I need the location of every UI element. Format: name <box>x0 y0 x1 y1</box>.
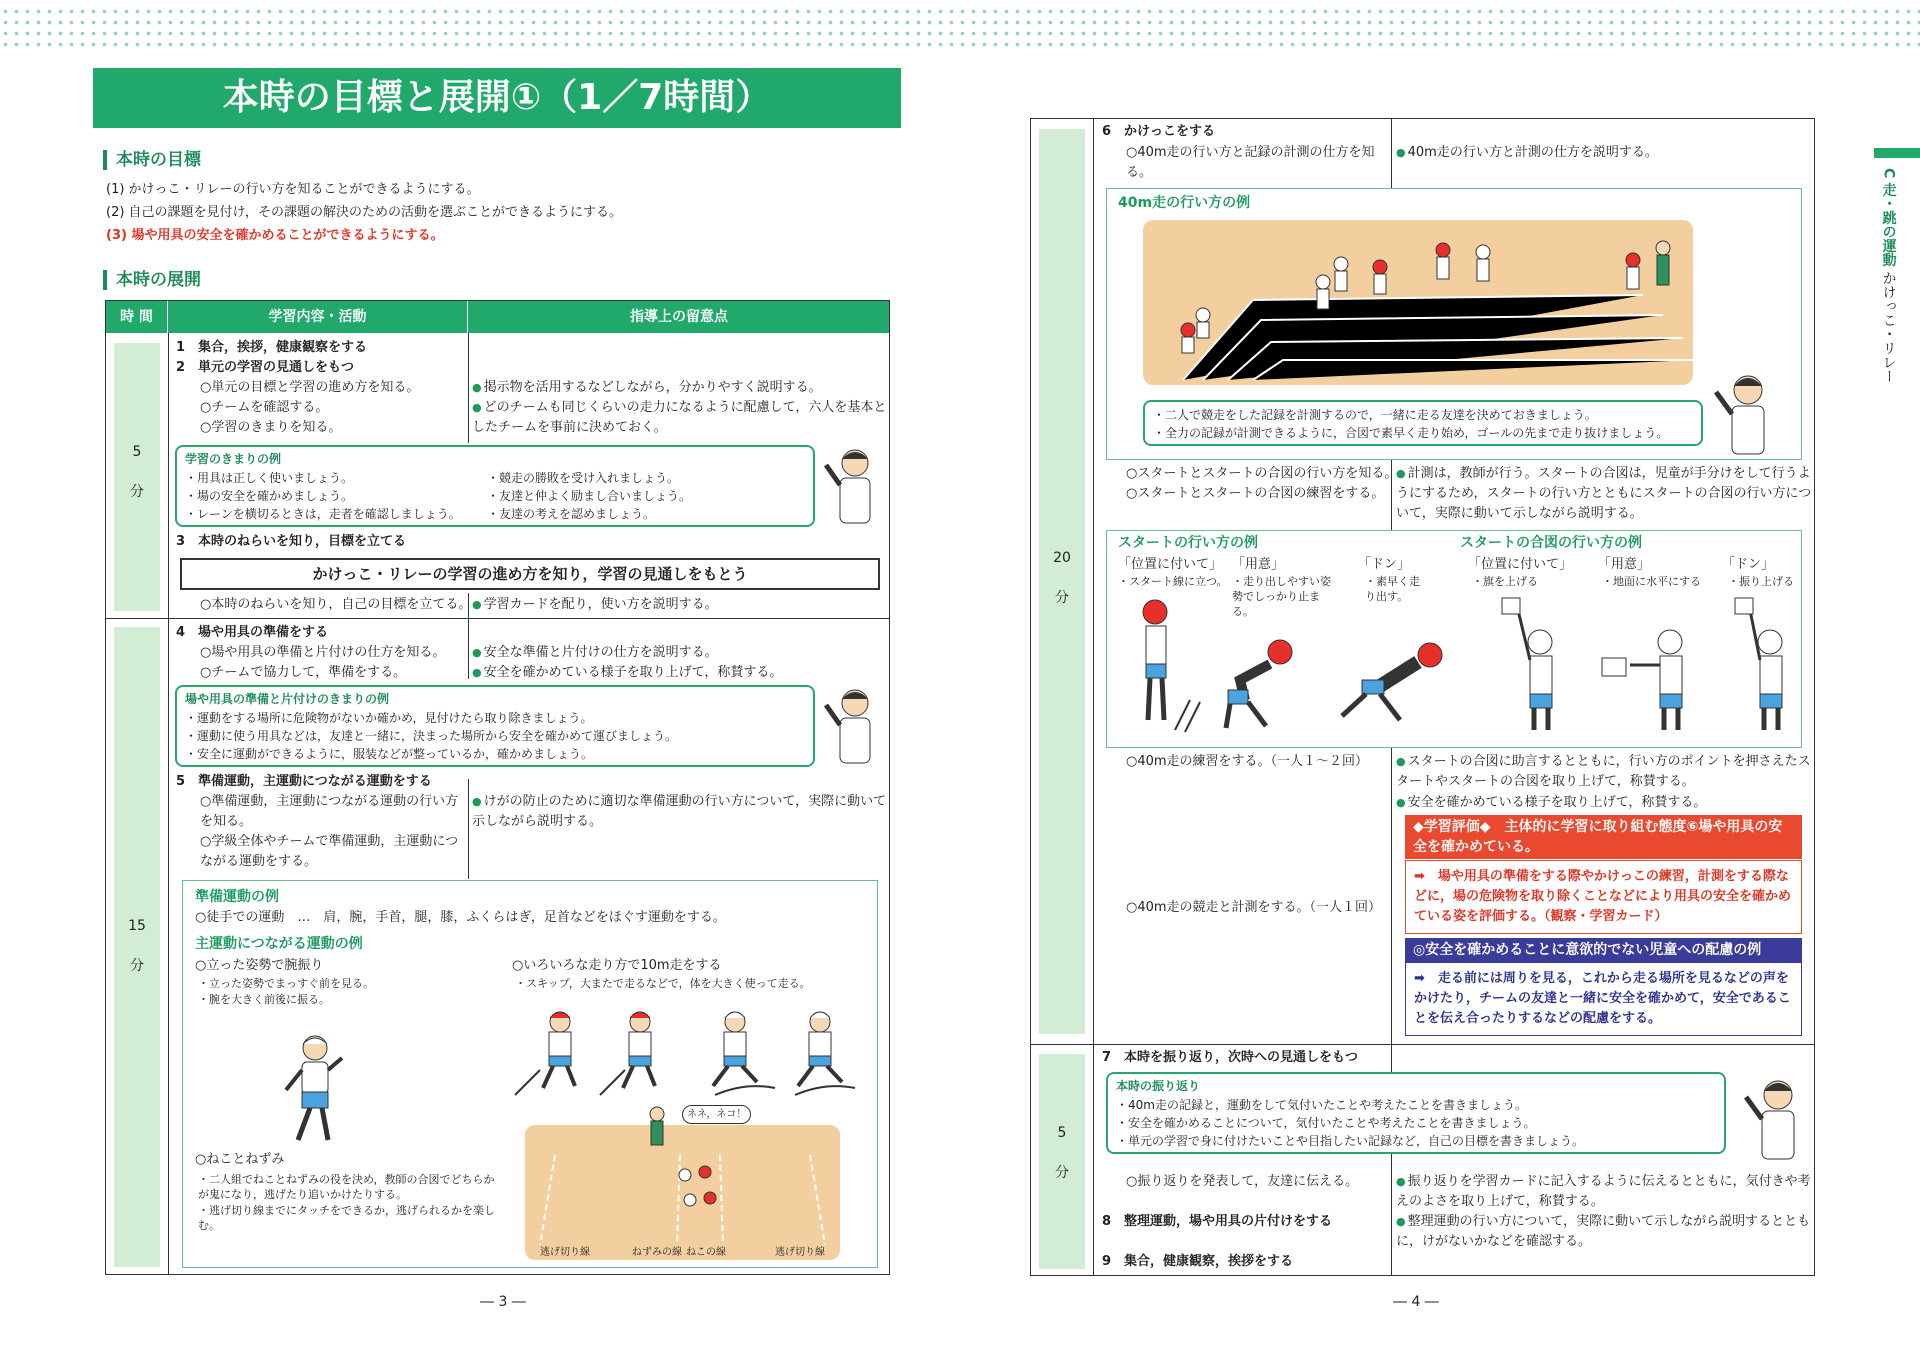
note-r6: ● 整理運動の行い方について，実際に動いて示しながら説明するとともに，けがないかなどを確認する。 <box>1396 1212 1812 1252</box>
side-label-topic: かけっこ・リレー <box>1880 271 1897 384</box>
signal-cmd-2: 「用意」 <box>1598 557 1651 572</box>
page-number-right: ― 4 ― <box>1393 1294 1439 1310</box>
prep-rule-3: ・安全に運動ができるように，服装などが整っているか，確かめましょう。 <box>185 747 594 761</box>
line-label-3: ねこの線 <box>686 1247 726 1258</box>
exercise-1: ○立った姿勢で腕振り <box>195 958 324 973</box>
exercise-3: ○ねことねずみ <box>195 1152 285 1167</box>
evaluation-text: ➡ 場や用具の準備をする際やかけっこの練習，計測をする際などに，場の危険物を取り除くことなどにより用具の安全を確かめている姿を評価する。（観察・学習カード） <box>1405 860 1802 934</box>
header-content: 学習内容・活動 <box>168 301 468 333</box>
start-figures <box>1130 590 1790 740</box>
exercise-2a: ・スキップ，大またで走るなどで，体を大きく使って走る。 <box>515 977 811 990</box>
rules-box <box>175 445 815 527</box>
rule-1: ・用具は正しく使いましょう。 <box>185 471 354 485</box>
step-7a: ○振り返りを発表して，友達に伝える。 <box>1126 1174 1359 1189</box>
note-4: ● 安全な準備と片付けの仕方を説明する。 <box>472 643 888 663</box>
rule-5: ・友達と仲よく励まし合いましょう。 <box>487 489 692 503</box>
teacher-figure-1 <box>820 445 880 530</box>
step-6b: ○スタートとスタートの合図の行い方を知る。 <box>1126 466 1398 481</box>
exercise-3b: ・逃げ切り線までにタッチをできるか，逃げられるかを楽しむ。 <box>198 1204 495 1232</box>
reflection-3: ・単元の学習で身に付けたいことや目指したい記録など，自己の目標を書きましょう。 <box>1116 1134 1585 1148</box>
prep-rule-1: ・運動をする場所に危険物がないか確かめ，見付けたら取り除きましょう。 <box>185 711 593 725</box>
step-5b: ○学級全体やチームで準備運動，主運動につながる運動をする。 <box>200 834 459 869</box>
teacher-figure-2 <box>820 685 880 770</box>
exercise-1a: ・立った姿勢でまっすぐ前を見る。 <box>198 977 374 990</box>
rule-2: ・場の安全を確かめましょう。 <box>185 489 354 503</box>
note-r2: ● 計測は，教師が行う。スタートの合図は，児童が手分けをして行うようにするため，スタートの行い方とともにスタートの合図の行い方について，実際に動いて示しながら説明する。 <box>1396 464 1812 524</box>
side-label <box>1878 168 1898 383</box>
note-2: ● どのチームも同じくらいの走力になるように配慮して，六人を基本としたチームを事前に決めておく。 <box>472 398 888 438</box>
start-signal-heading: スタートの合図の行い方の例 <box>1460 535 1642 551</box>
time-cell-1: 5 分 <box>114 343 160 611</box>
start-cmd-3: 「ドン」 <box>1358 557 1411 572</box>
signal-desc-2: ・地面に水平にする <box>1602 575 1701 588</box>
plan-heading: 本時の展開 <box>103 270 201 290</box>
note-3: ● 学習カードを配り，使い方を説明する。 <box>472 595 888 615</box>
page-title: 本時の目標と展開①（1／7時間） <box>93 68 901 128</box>
main-exercise-heading: 主運動につながる運動の例 <box>195 936 363 952</box>
start-desc-2: ・走り出しやすい姿勢でしっかり止まる。 <box>1232 575 1331 618</box>
time-cell-2: 15 分 <box>114 627 160 1267</box>
step-6c: ○スタートとスタートの合図の練習をする。 <box>1126 486 1385 501</box>
step-5: 5 準備運動，主運動につながる運動をする <box>176 774 432 789</box>
goal-1: (1) かけっこ・リレーの行い方を知ることができるようにする。 <box>106 182 480 197</box>
start-desc-3: ・素早く走り出す。 <box>1365 575 1420 603</box>
step-2a: ○単元の目標と学習の進め方を知る。 <box>200 380 420 395</box>
speech-bubble: ネネ，ネコ！ <box>682 1105 751 1124</box>
step-3: 3 本時のねらいを知り，目標を立てる <box>176 534 407 549</box>
header-notes: 指導上の留意点 <box>630 309 728 325</box>
reflection-2: ・安全を確かめることについて，気付いたことや考えたことを書きましょう。 <box>1116 1116 1536 1130</box>
prep-rules-box <box>175 685 815 767</box>
run-example-heading: 40m走の行い方の例 <box>1118 195 1251 211</box>
note-6: ● けがの防止のために適切な準備運動の行い方について，実際に動いて示しながら説明する。 <box>472 792 888 832</box>
side-label-genre: 走・跳の運動 <box>1880 182 1897 267</box>
prep-heading: 場や用具の準備と片付けのきまりの例 <box>185 692 390 706</box>
signal-cmd-3: 「ドン」 <box>1722 557 1775 572</box>
time-cell-3: 20 分 <box>1039 129 1085 1034</box>
arm-swing-figure <box>270 1030 350 1150</box>
teacher-figure-4 <box>1740 1075 1810 1165</box>
step-2c: ○学習のきまりを知る。 <box>200 420 342 435</box>
step-9: 9 集合，健康観察，挨拶をする <box>1102 1254 1294 1269</box>
teacher-figure-3 <box>1710 370 1780 460</box>
step-1: 1 集合，挨拶，健康観察をする <box>176 340 368 355</box>
note-r4: ● 安全を確かめている様子を取り上げて，称賛する。 <box>1396 793 1812 813</box>
start-cmd-2: 「用意」 <box>1232 557 1285 572</box>
step-4a: ○場や用具の準備と片付けの仕方を知る。 <box>200 645 446 660</box>
start-desc-1: ・スタート線に立つ。 <box>1118 575 1228 588</box>
rules-heading: 学習のきまりの例 <box>185 452 282 466</box>
step-6e: ○40m走の競走と計測をする。（一人１回） <box>1126 900 1382 915</box>
exercise-2: ○いろいろな走り方で10m走をする <box>512 958 722 973</box>
start-cmd-1: 「位置に付いて」 <box>1118 557 1223 572</box>
exercise-3a: ・二人組でねことねずみの役を決め，教師の合図でどちらかが鬼になり，逃げたり追いかけたりする。 <box>198 1173 495 1201</box>
step-6a: ○40m走の行い方と記録の計測の仕方を知る。 <box>1126 145 1375 180</box>
runners-figure <box>505 1000 865 1100</box>
step-8: 8 整理運動，場や用具の片付けをする <box>1102 1214 1333 1229</box>
signal-desc-3: ・振り上げる <box>1728 575 1794 588</box>
run-tips-box <box>1143 400 1703 446</box>
goal-list <box>106 178 622 247</box>
note-r3: ● スタートの合図に助言するとともに，行い方のポイントを押さえたスタートやスタートの合図を取り上げて，称賛する。 <box>1396 752 1812 792</box>
step-5a: ○準備運動，主運動につながる運動の行い方を知る。 <box>200 794 459 829</box>
prep-rule-2: ・運動に使う用具などは，友達と一緒に，決まった場所から安全を確かめて運びましょう。 <box>185 729 678 743</box>
signal-desc-1: ・旗を上げる <box>1472 575 1538 588</box>
care-text: ➡ 走る前には周りを見る，これから走る場所を見るなどの声をかけたり，チームの友達と一緒に安全を確かめて，安全であることを伝え合ったりするなどの配慮をする。 <box>1405 962 1802 1036</box>
goal-2: (2) 自己の課題を見付け，その課題の解決のための活動を選ぶことができるようにする。 <box>106 205 623 220</box>
step-6: 6 かけっこをする <box>1102 124 1216 139</box>
step-6d: ○40m走の練習をする。（一人１～２回） <box>1126 754 1369 769</box>
warmup-text: ○徒手での運動 … 肩，腕，手首，腿，膝，ふくらはぎ，足首などをほぐす運動をする。 <box>195 910 726 925</box>
note-r5: ● 振り返りを学習カードに記入するように伝えるとともに，気付きや考えのよさを取り上げて，称賛する。 <box>1396 1172 1812 1212</box>
reflection-box <box>1106 1072 1726 1154</box>
reflection-1: ・40m走の記録と，運動をして気付いたことや考えたことを書きましょう。 <box>1116 1098 1527 1112</box>
step-7: 7 本時を振り返り，次時への見通しをもつ <box>1102 1050 1359 1065</box>
exercise-1b: ・腕を大きく前後に振る。 <box>198 993 330 1006</box>
cat-mouse-figure <box>525 1100 840 1260</box>
rule-4: ・競走の勝敗を受け入れましょう。 <box>487 471 680 485</box>
line-label-1: 逃げ切り線 <box>540 1247 590 1258</box>
step-3a: ○本時のねらいを知り，自己の目標を立てる。 <box>200 597 472 612</box>
goal-3: (3) 場や用具の安全を確かめることができるようにする。 <box>106 228 444 243</box>
rule-6: ・友達の考えを認めましょう。 <box>487 507 656 521</box>
step-4b: ○チームで協力して，準備をする。 <box>200 665 407 680</box>
line-label-2: ねずみの線 <box>632 1247 682 1258</box>
lesson-aim: かけっこ・リレーの学習の進め方を知り，学習の見通しをもとう <box>180 558 880 590</box>
signal-cmd-1: 「位置に付いて」 <box>1468 557 1573 572</box>
evaluation-heading: ◆学習評価◆ 主体的に学習に取り組む態度⑥場や用具の安全を確かめている。 <box>1405 815 1802 859</box>
note-1: ● 掲示物を活用するなどしながら，分かりやすく説明する。 <box>472 378 888 398</box>
care-heading: ◎安全を確かめることに意欲的でない児童への配慮の例 <box>1405 938 1802 962</box>
time-cell-4: 5 分 <box>1039 1054 1085 1269</box>
header-time: 時 間 <box>106 301 168 333</box>
run-tip-1: ・二人で競走をした記録を計測するので，一緒に走る友達を決めておきましょう。 <box>1153 408 1597 422</box>
run-tip-2: ・全力の記録が計測できるように，合図で素早く走り始め，ゴールの先まで走り抜けましょう。 <box>1153 426 1669 440</box>
warmup-heading: 準備運動の例 <box>195 889 279 905</box>
line-label-4: 逃げ切り線 <box>775 1247 825 1258</box>
step-2: 2 単元の学習の見通しをもつ <box>176 360 355 375</box>
page-number-left: ― 3 ― <box>480 1294 526 1310</box>
track-figure <box>1143 220 1703 385</box>
step-4: 4 場や用具の準備をする <box>176 625 329 640</box>
start-heading: スタートの行い方の例 <box>1118 535 1258 551</box>
rule-3: ・レーンを横切るときは，走者を確認しましょう。 <box>185 507 461 521</box>
side-label-c: C <box>1880 168 1897 179</box>
side-tab <box>1874 148 1920 158</box>
goal-heading: 本時の目標 <box>103 150 201 170</box>
header-dots <box>0 6 1920 50</box>
note-r1: ● 40m走の行い方と計測の仕方を説明する。 <box>1396 143 1812 163</box>
note-5: ● 安全を確かめている様子を取り上げて，称賛する。 <box>472 663 888 683</box>
reflection-heading: 本時の振り返り <box>1116 1079 1201 1093</box>
step-2b: ○チームを確認する。 <box>200 400 329 415</box>
